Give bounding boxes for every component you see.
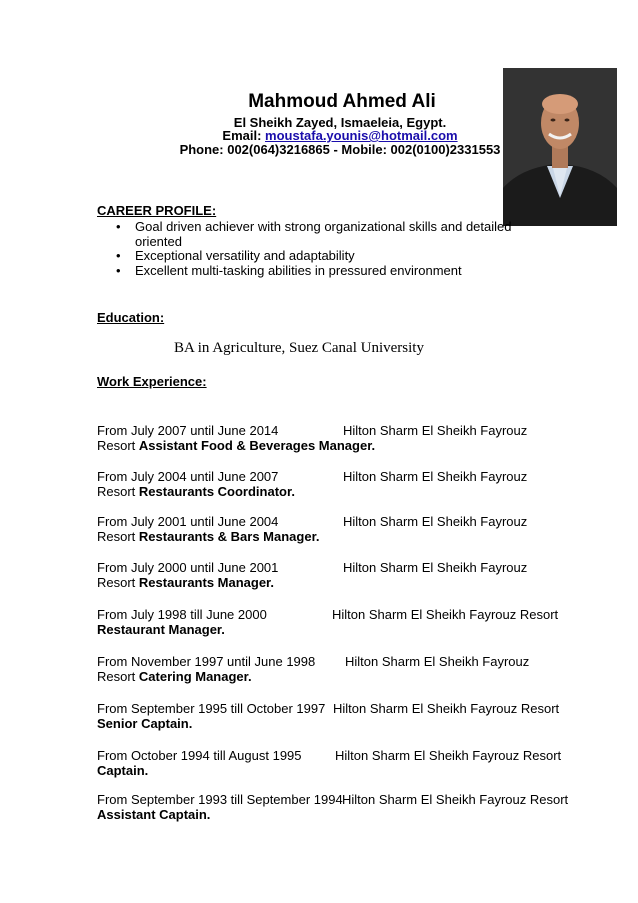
email-link[interactable]: moustafa.younis@hotmail.com bbox=[265, 128, 458, 143]
phone-line: Phone: 002(064)3216865 - Mobile: 002(0100)2331553 bbox=[179, 142, 501, 157]
job-place: Hilton Sharm El Sheikh Fayrouz bbox=[343, 514, 528, 529]
job-period: From July 2001 until June 2004 bbox=[97, 514, 279, 529]
email-label: Email: bbox=[222, 128, 266, 143]
job-place-cont: Resort bbox=[97, 484, 139, 499]
education-heading: Education: bbox=[97, 310, 165, 325]
job-place-cont: Resort bbox=[97, 529, 139, 544]
job-entry bbox=[97, 423, 577, 453]
job-line2 bbox=[97, 438, 577, 453]
job-line2 bbox=[97, 622, 577, 637]
job-entry bbox=[97, 701, 577, 731]
job-title: Captain. bbox=[97, 763, 149, 778]
list-item: • Exceptional versatility and adaptability bbox=[97, 249, 517, 264]
job-entry bbox=[97, 607, 577, 637]
job-period: From September 1993 till September 1994 bbox=[97, 792, 343, 807]
job-place: Hilton Sharm El Sheikh Fayrouz Resort bbox=[333, 701, 560, 716]
job-title: Senior Captain. bbox=[97, 716, 193, 731]
job-title: Assistant Food & Beverages Manager. bbox=[138, 438, 376, 453]
job-entry bbox=[97, 469, 577, 499]
education-degree: BA in Agriculture, Suez Canal University bbox=[174, 340, 424, 356]
job-place: Hilton Sharm El Sheikh Fayrouz Resort bbox=[342, 792, 569, 807]
job-place: Hilton Sharm El Sheikh Fayrouz Resort bbox=[335, 748, 562, 763]
job-entry bbox=[97, 514, 577, 544]
list-item: • Excellent multi-tasking abilities in pressured environment bbox=[97, 264, 517, 279]
job-entry bbox=[97, 748, 577, 778]
job-place: Hilton Sharm El Sheikh Fayrouz bbox=[343, 423, 528, 438]
job-entry bbox=[97, 792, 577, 822]
job-title: Restaurants & Bars Manager. bbox=[138, 529, 320, 544]
work-experience-heading: Work Experience: bbox=[97, 374, 207, 389]
job-period: From July 2007 until June 2014 bbox=[97, 423, 279, 438]
job-title: Restaurant Manager. bbox=[97, 622, 225, 637]
job-period: From November 1997 until June 1998 bbox=[97, 654, 316, 669]
job-place-cont: Resort bbox=[97, 438, 139, 453]
job-place: Hilton Sharm El Sheikh Fayrouz bbox=[343, 560, 528, 575]
address: El Sheikh Zayed, Ismaeleia, Egypt. bbox=[233, 115, 447, 130]
career-profile-heading: CAREER PROFILE: bbox=[97, 203, 217, 218]
job-period: From July 2000 until June 2001 bbox=[97, 560, 279, 575]
job-place-cont: Resort bbox=[97, 575, 139, 590]
email-line bbox=[100, 128, 580, 143]
job-line2 bbox=[97, 669, 577, 684]
career-profile-list bbox=[97, 220, 517, 278]
job-line2 bbox=[97, 763, 577, 778]
job-entry bbox=[97, 654, 577, 684]
job-place: Hilton Sharm El Sheikh Fayrouz bbox=[345, 654, 530, 669]
job-place: Hilton Sharm El Sheikh Fayrouz Resort bbox=[332, 607, 559, 622]
job-period: From September 1995 till October 1997 bbox=[97, 701, 326, 716]
job-period: From October 1994 till August 1995 bbox=[97, 748, 302, 763]
job-line2 bbox=[97, 484, 577, 499]
job-place-cont: Resort bbox=[97, 669, 139, 684]
job-title: Restaurants Coordinator. bbox=[138, 484, 295, 499]
job-line2 bbox=[97, 575, 577, 590]
job-entry bbox=[97, 560, 577, 590]
job-place: Hilton Sharm El Sheikh Fayrouz bbox=[343, 469, 528, 484]
job-line2 bbox=[97, 807, 577, 822]
job-period: From July 1998 till June 2000 bbox=[97, 607, 267, 622]
list-item: • Goal driven achiever with strong organizational skills and detailed oriented bbox=[97, 220, 517, 249]
job-period: From July 2004 until June 2007 bbox=[97, 469, 279, 484]
job-title: Assistant Captain. bbox=[97, 807, 211, 822]
candidate-name: Mahmoud Ahmed Ali bbox=[248, 91, 436, 112]
job-title: Catering Manager. bbox=[138, 669, 252, 684]
job-line2 bbox=[97, 529, 577, 544]
job-title: Restaurants Manager. bbox=[138, 575, 275, 590]
job-line2 bbox=[97, 716, 577, 731]
